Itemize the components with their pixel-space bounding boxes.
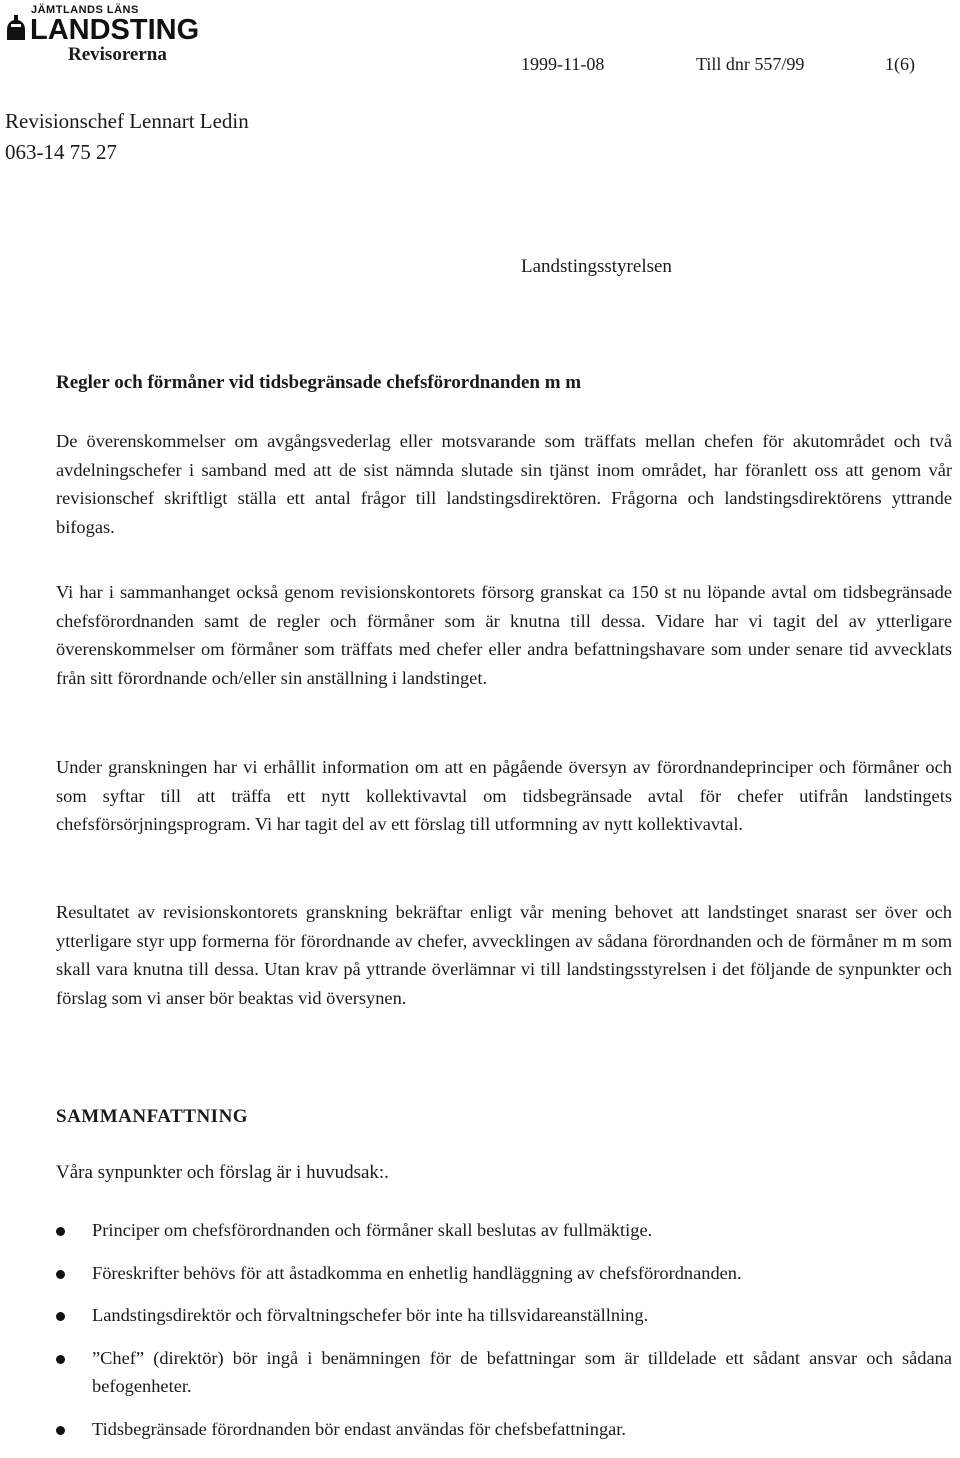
bullet-dot-icon: [56, 1270, 65, 1279]
bullet-dot-icon: [56, 1426, 65, 1435]
paragraph-4: Resultatet av revisionskontorets granskning bekräftar enligt vår mening behovet att landstinget snarast ser över och ytterligare styr upp formerna för förordnande av chefer, avvecklingen av sådana förordnanden och de förmåner m m som skall vara knutna till dessa. Utan krav på yttrande överlämnar vi till landstingsstyrelsen i det följande de synpunkter och förslag som vi anser bör beaktas vid översynen.: [56, 902, 952, 1008]
document-title: Regler och förmåner vid tidsbegränsade chefsförordnanden m m: [56, 372, 582, 393]
recipient: Landstingsstyrelsen: [521, 256, 672, 277]
bullet-dot-icon: [56, 1355, 65, 1364]
summary-bullet-text: Landstingsdirektör och förvaltningschefer bör inte ha tillsvidareanställning.: [92, 1305, 649, 1326]
summary-bullet: [56, 1301, 952, 1330]
summary-lead: Våra synpunkter och förslag är i huvudsak:.: [56, 1162, 389, 1183]
paragraph-2: Vi har i sammanhanget också genom revisionskontorets försorg granskat ca 150 st nu löpande avtal om tidsbegränsade chefsförordnanden samt de regler och förmåner som är knutna till dessa. Vidare har vi tagit del av ytterligare överenskommelser om förmåner som träffats med chefer eller andra befattningshavare som under senare tid avvecklats från sitt förordnande och/eller sin anställning i landstinget.: [56, 582, 952, 688]
logo-main-text: LANDSTING: [30, 14, 200, 42]
summary-bullet: [56, 1216, 952, 1245]
sender-block: [5, 106, 249, 168]
document-reference: Till dnr 557/99: [696, 54, 805, 74]
logo-mark: [4, 2, 230, 42]
logo-top-text: JÄMTLANDS LÄNS: [31, 4, 139, 16]
summary-bullet-list: [56, 1216, 952, 1458]
summary-bullet-text: Föreskrifter behövs för att åstadkomma en enhetlig handläggning av chefsförordnanden.: [92, 1262, 742, 1283]
paragraph-3: Under granskningen har vi erhållit information om att en pågående översyn av förordnandeprinciper och förmåner och som syftar till att träffa ett nytt kollektivavtal om tidsbegränsade avtal för chefer utifrån landstingets chefsförsörjningsprogram. Vi har tagit del av ett förslag till utformning av nytt kollektivavtal.: [56, 757, 952, 835]
bullet-dot-icon: [56, 1312, 65, 1321]
summary-heading: SAMMANFATTNING: [56, 1106, 249, 1127]
sender-name: Revisionschef Lennart Ledin: [5, 109, 249, 133]
landsting-logo: [4, 2, 230, 42]
summary-bullet: [56, 1259, 952, 1288]
paragraph-1: De överenskommelser om avgångsvederlag eller motsvarande som träffats mellan chefen för akutområdet och två avdelningschefer i samband med att de sist nämnda slutade sin tjänst inom området, har föranlett oss att genom vår revisionschef skriftligt ställa ett antal frågor till landstingsdirektören. Frågorna och landstingsdirektörens yttrande bifogas.: [56, 431, 952, 537]
summary-bullet-text: Principer om chefsförordnanden och förmåner skall beslutas av fullmäktige.: [92, 1220, 653, 1240]
summary-bullet-text: Tidsbegränsade förordnanden bör endast användas för chefsbefattningar.: [92, 1418, 627, 1439]
bullet-dot-icon: [56, 1227, 65, 1236]
summary-bullet-text: ”Chef” (direktör) bör ingå i benämningen för de befattningar som är tilldelade ett sådant ansvar och sådana befogenheter.: [92, 1347, 952, 1397]
department-name: Revisorerna: [68, 44, 167, 65]
summary-bullet: [56, 1344, 952, 1401]
page-number: 1(6): [885, 54, 915, 74]
sender-phone: 063-14 75 27: [5, 140, 117, 164]
summary-bullet: [56, 1415, 952, 1444]
document-date: 1999-11-08: [521, 54, 605, 74]
